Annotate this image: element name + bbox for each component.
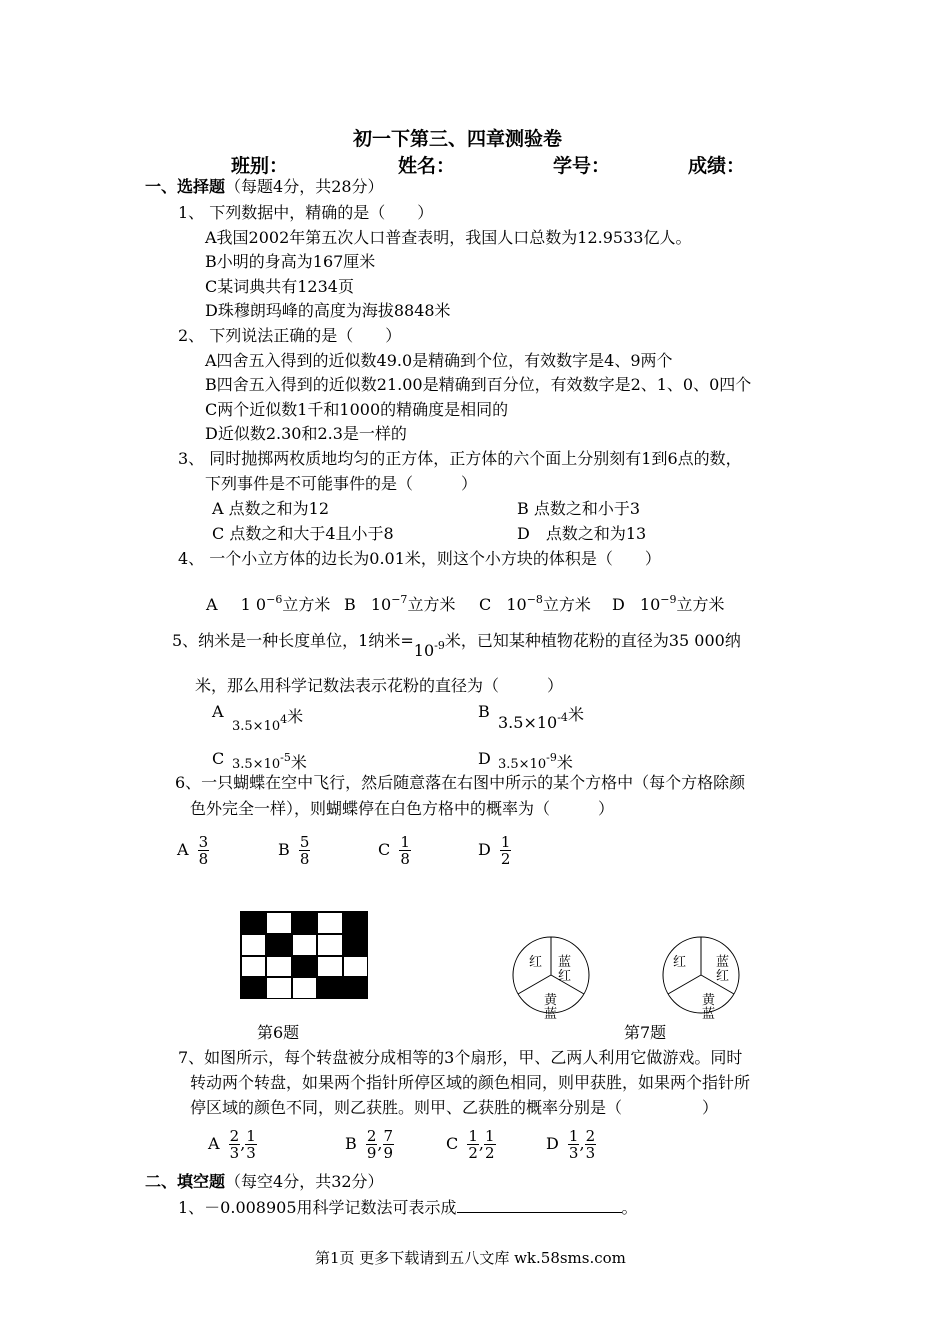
spinner-left-blue-label: 蓝 (558, 955, 572, 970)
q6-a-fraction (198, 834, 210, 867)
q1-stem: 1、 下列数据中，精确的是（ ） (178, 203, 434, 222)
section-2-heading (145, 1172, 384, 1192)
q6-b-numerator: 5 (299, 833, 310, 851)
q7-d-fraction-1 (568, 1128, 580, 1161)
spinner-right-divider (668, 975, 701, 994)
section-2-note: （每空4分，共32分） (225, 1172, 384, 1191)
q7-option-b: B $\frac{2}{9}$ , $\frac{7}{9}$ (345, 1127, 394, 1162)
spinner-right-blue-label: 蓝 (716, 955, 730, 970)
q7-stem-line2: 转动两个转盘，如果两个指针所停区域的颜色相同，则甲获胜，如果两个指针所 (190, 1073, 751, 1092)
q5-b-unit: 米 (567, 705, 584, 724)
q6-option-c (378, 834, 411, 867)
q5-option-c (232, 750, 307, 773)
q2-option-a: A四舍五入得到的近似数49.0是精确到个位，有效数字是4、9两个 (205, 351, 673, 370)
q6-stem-line2: 色外完全一样），则蝴蝶停在白色方格中的概率为（ ） (190, 799, 615, 818)
section-1-note: （每题4分，共28分） (225, 177, 384, 196)
grid-cell-white (317, 912, 342, 934)
q4-a-base: 1 0 (240, 595, 267, 614)
q5-c-unit: 米 (290, 753, 307, 772)
grid-cell-white (266, 977, 291, 999)
q1-option-d: D珠穆朗玛峰的高度为海拔8848米 (205, 301, 451, 320)
q5-b-value: 3.5×10 (498, 713, 558, 732)
spinner-right-red-label: 红 (673, 955, 687, 970)
q6-a-numerator: 3 (198, 833, 209, 851)
grid-cell-white (241, 934, 266, 956)
q7-c-fraction-2 (484, 1128, 496, 1161)
q4-a-exponent: −6 (266, 593, 283, 606)
spinner-left-red-label: 红 (529, 955, 543, 970)
student-id-label: 学号： (553, 155, 611, 177)
q5-d-label: D (478, 749, 491, 768)
q2-option-c: C两个近似数1千和1000的精确度是相同的 (205, 400, 509, 419)
spinner-left-yellow-label: 黄 (544, 993, 558, 1008)
q5-stem-line2: 米，那么用科学记数法表示花粉的直径为（ ） (195, 676, 564, 695)
fill-1 (178, 1197, 638, 1218)
q5-option-b (498, 705, 584, 733)
q1-option-a: A我国2002年第五次人口普查表明，我国人口总数为12.9533亿人。 (205, 228, 692, 247)
q6-option-b (278, 834, 310, 867)
q7-b-numerator-2: 7 (383, 1127, 394, 1145)
q5-option-d (498, 750, 573, 773)
q7-d-label: D (546, 1134, 559, 1153)
spinner-right-red2-label: 红 (716, 969, 730, 984)
q7-a-denominator-1: 3 (229, 1144, 240, 1162)
q7-option-d: D $\frac{1}{3}$ , $\frac{2}{3}$ (546, 1127, 596, 1162)
spinner-left-blue2-label: 蓝 (544, 1007, 558, 1022)
q2-option-d: D近似数2.30和2.3是一样的 (205, 424, 407, 443)
q6-figure-caption: 第6题 (257, 1023, 300, 1042)
grid-cell-white (343, 956, 368, 978)
grid-cell-black (343, 934, 368, 956)
q4-d-exponent: −9 (660, 593, 677, 606)
q5-d-unit: 米 (556, 753, 573, 772)
q7-a-label: A (208, 1134, 220, 1153)
q6-b-denominator: 8 (299, 850, 310, 868)
q1-option-c: C某词典共有1234页 (205, 277, 354, 296)
q2-stem: 2、 下列说法正确的是（ ） (178, 326, 402, 345)
q4-c-base: 10 (506, 595, 527, 614)
q7-option-c: C $\frac{1}{2}$ , $\frac{1}{2}$ (446, 1127, 495, 1162)
q5-d-value: 3.5×10 (498, 757, 547, 772)
q5-a-label: A (212, 702, 224, 721)
q6-c-fraction (399, 834, 411, 867)
q1-option-b: B小明的身高为167厘米 (205, 252, 376, 271)
grid-cell-black (343, 977, 368, 999)
q4-option-c (479, 590, 591, 615)
q3-option-d: D 点数之和为13 (517, 524, 647, 543)
q7-c-denominator-2: 2 (484, 1144, 495, 1162)
q5-b-label: B (478, 702, 490, 721)
q7-b-denominator-1: 9 (366, 1144, 377, 1162)
q5-a-unit: 米 (287, 707, 304, 726)
q6-stem-line1: 6、一只蝴蝶在空中飞行，然后随意落在右图中所示的某个方格中（每个方格除颜 (175, 773, 746, 792)
grid-cell-black (241, 912, 266, 934)
q7-a-denominator-2: 3 (246, 1144, 256, 1162)
grid-cell-white (317, 956, 342, 978)
q4-a-unit: 立方米 (282, 595, 331, 614)
q3-stem-line1: 3、 同时抛掷两枚质地均匀的正方体，正方体的六个面上分别刻有1到6点的数， (178, 449, 742, 468)
q4-option-b (344, 590, 455, 615)
q5-stem-line1 (172, 626, 741, 660)
q3-option-c: C 点数之和大于4且小于8 (212, 524, 394, 543)
q4-option-d (612, 590, 725, 615)
q6-d-fraction (500, 834, 512, 867)
q6-c-label: C (378, 840, 391, 859)
q4-c-exponent: −8 (526, 593, 543, 606)
q5-b-exponent: -4 (557, 711, 568, 724)
grid-cell-white (266, 912, 291, 934)
grid-cell-white (241, 956, 266, 978)
q6-d-numerator: 1 (500, 833, 511, 851)
q5-option-a (232, 707, 304, 735)
q7-c-denominator-1: 2 (468, 1144, 478, 1162)
section-2-title: 二、填空题 (145, 1172, 226, 1191)
q4-d-base: 10 (639, 595, 661, 614)
q7-a-fraction-2 (245, 1128, 257, 1161)
q7-stem-line3: 停区域的颜色不同，则乙获胜。则甲、乙获胜的概率分别是（ ） (190, 1098, 719, 1117)
fill-1-text: 1、－0.008905用科学记数法可表示成 (178, 1198, 457, 1217)
name-label: 姓名： (398, 155, 456, 177)
q6-c-denominator: 8 (400, 850, 410, 868)
spinner-right-yellow-label: 黄 (702, 993, 716, 1008)
q7-b-label: B (345, 1134, 357, 1153)
q3-stem-line2: 下列事件是不可能事件的是（ ） (205, 474, 478, 493)
q4-d-unit: 立方米 (676, 595, 725, 614)
q7-figure-caption: 第7题 (624, 1023, 667, 1042)
q7-c-numerator-1: 1 (468, 1127, 478, 1145)
q7-b-fraction-1 (366, 1128, 378, 1161)
q4-b-base: 10 (370, 595, 392, 614)
q6-a-denominator: 8 (198, 850, 209, 868)
grid-cell-black (292, 956, 317, 978)
q4-d-label: D (612, 595, 625, 614)
fill-1-end: 。 (621, 1198, 638, 1217)
q6-d-label: D (478, 840, 491, 859)
q7-b-denominator-2: 9 (383, 1144, 394, 1162)
q3-option-b: B 点数之和小于3 (517, 499, 641, 518)
q4-a-label: A (206, 595, 218, 614)
q7-d-denominator-2: 3 (585, 1144, 596, 1162)
q5-d-exponent: -9 (546, 751, 557, 764)
q4-b-exponent: −7 (391, 593, 408, 606)
q6-option-a (177, 834, 209, 867)
grid-cell-black (343, 912, 368, 934)
q6-option-d (478, 834, 511, 867)
q6-b-label: B (278, 840, 290, 859)
q7-a-fraction-1 (229, 1128, 241, 1161)
grid-cell-black (317, 977, 342, 999)
q7-stem-line1: 7、如图所示，每个转盘被分成相等的3个扇形，甲、乙两人利用它做游戏。同时 (178, 1048, 743, 1067)
fill-1-answer-blank[interactable] (457, 1197, 622, 1213)
q7-a-numerator-2: 1 (246, 1127, 256, 1145)
grid-cell-black (292, 912, 317, 934)
q6-b-fraction (299, 834, 311, 867)
spinner-left-red2-label: 红 (558, 969, 572, 984)
q5-a-exponent: 4 (280, 713, 288, 726)
grid-cell-white (292, 934, 317, 956)
q6-checker-grid (240, 911, 368, 999)
grid-cell-white (317, 934, 342, 956)
grid-cell-black (241, 977, 266, 999)
q7-a-numerator-1: 2 (229, 1127, 240, 1145)
page-title: 初一下第三、四章测验卷 (353, 128, 563, 150)
q7-b-numerator-1: 2 (366, 1127, 377, 1145)
q4-c-label: C (479, 595, 492, 614)
q7-d-fraction-2 (585, 1128, 597, 1161)
spinner-right-blue2-label: 蓝 (702, 1007, 716, 1022)
q4-option-a (206, 590, 330, 615)
q5-c-value: 3.5×10 (232, 757, 281, 772)
spinner-right (660, 935, 742, 1015)
q7-c-fraction-1 (467, 1128, 479, 1161)
q6-d-denominator: 2 (500, 850, 511, 868)
q6-a-label: A (177, 840, 189, 859)
q5-stem-base: 10 (413, 641, 435, 660)
q4-c-unit: 立方米 (542, 595, 591, 614)
q4-b-label: B (344, 595, 356, 614)
section-1-heading (145, 177, 384, 197)
q7-option-a: A $\frac{2}{3}$ , $\frac{1}{3}$ (208, 1127, 256, 1162)
q7-c-numerator-2: 1 (484, 1127, 495, 1145)
q7-c-label: C (446, 1134, 459, 1153)
score-label: 成绩： (688, 155, 746, 177)
q5-c-label: C (212, 749, 225, 768)
q3-option-a: A 点数之和为12 (212, 499, 330, 518)
q5-stem-pre: 5、纳米是一种长度单位，1纳米= (172, 631, 414, 650)
q7-b-fraction-2 (383, 1128, 395, 1161)
class-label: 班别： (231, 155, 289, 177)
grid-cell-black (266, 934, 291, 956)
q2-option-b: B四舍五入得到的近似数21.00是精确到百分位，有效数字是2、1、0、0四个 (205, 375, 752, 394)
q5-a-value: 3.5×10 (232, 719, 281, 734)
q7-d-numerator-2: 2 (585, 1127, 596, 1145)
grid-cell-white (266, 956, 291, 978)
q7-d-denominator-1: 3 (568, 1144, 579, 1162)
q6-c-numerator: 1 (400, 833, 410, 851)
grid-cell-white (292, 977, 317, 999)
q7-d-numerator-1: 1 (568, 1127, 579, 1145)
page-footer: 第1页 更多下载请到五八文库 wk.58sms.com (315, 1249, 626, 1267)
q4-stem: 4、 一个小立方体的边长为0.01米，则这个小方块的体积是（ ） (178, 549, 661, 568)
q5-c-exponent: -5 (280, 751, 291, 764)
q4-b-unit: 立方米 (407, 595, 456, 614)
q5-stem-post: 米，已知某种植物花粉的直径为35 000纳 (444, 631, 741, 650)
q5-stem-exponent: -9 (434, 639, 445, 652)
section-1-title: 一、选择题 (145, 177, 226, 196)
